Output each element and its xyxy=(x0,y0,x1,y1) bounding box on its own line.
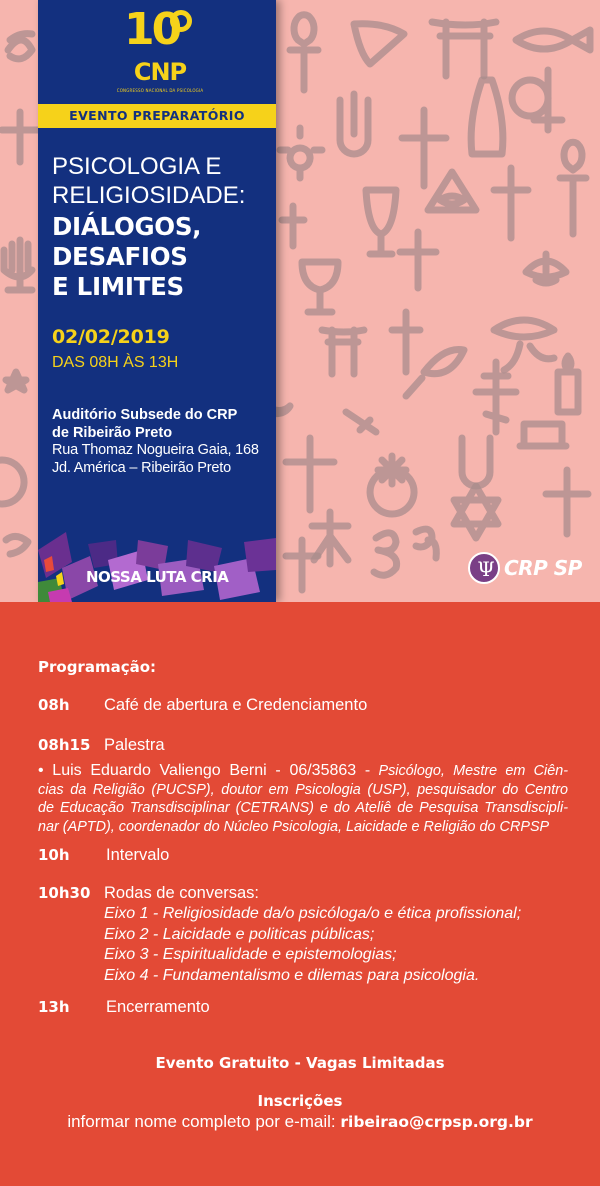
axis-item: Eixo 3 - Espiritualidade e epistemologias; xyxy=(104,946,397,963)
confetti-decoration xyxy=(38,520,276,602)
event-venue xyxy=(52,407,276,477)
ankh-icon xyxy=(290,15,318,90)
program-time: 13h xyxy=(38,998,70,1016)
ankh-icon xyxy=(560,142,586,234)
title-line-1: PSICOLOGIA E xyxy=(52,153,222,180)
speaker-description: Psicólogo, Mestre em Ciên- xyxy=(378,763,569,779)
drum-icon xyxy=(520,424,566,446)
speaker-name: • Luis Eduardo Valiengo Berni - 06/35863 - xyxy=(38,762,371,779)
cnp-logo xyxy=(116,4,204,98)
venue-name: de Ribeirão Preto xyxy=(52,424,173,441)
program-item xyxy=(38,884,259,903)
venue-name: Auditório Subsede do CRP xyxy=(52,407,238,423)
program-section xyxy=(0,602,600,1186)
registration-text: informar nome completo por e-mail: xyxy=(67,1112,336,1131)
axis-item: Eixo 1 - Religiosidade da/o psicóloga/o e ética profissional; xyxy=(104,905,522,922)
cross-icon xyxy=(400,232,436,288)
registration-title: Inscrições xyxy=(257,1092,343,1110)
fish-icon xyxy=(516,30,590,50)
logo-number: 10 xyxy=(124,4,180,55)
event-hours: DAS 08H ÀS 13H xyxy=(52,354,179,371)
title-bold-line: E LIMITES xyxy=(52,272,184,301)
program-item xyxy=(38,998,210,1017)
program-time: 08h xyxy=(38,696,70,714)
slogan: NOSSA LUTA CRIA xyxy=(86,568,229,586)
axis-item: Eixo 2 - Laicidade e politicas públicas; xyxy=(104,925,375,943)
torii-icon xyxy=(432,22,496,76)
event-title-bold xyxy=(52,212,276,302)
hamsa-icon xyxy=(462,438,490,486)
event-title xyxy=(52,152,276,210)
cross-icon xyxy=(286,540,318,590)
praying-hands-icon xyxy=(471,80,503,154)
speaker-line: de Educação Transdisciplinar (CETRANS) e do Ateliê de Pesquisa Transdiscipli- xyxy=(38,800,568,816)
om-icon xyxy=(416,529,436,558)
menorah-icon xyxy=(4,240,32,290)
hamsa-icon xyxy=(340,94,368,154)
star-of-david-icon xyxy=(454,486,498,538)
event-type-badge: EVENTO PREPARATÓRIO xyxy=(38,104,276,128)
program-label: Encerramento xyxy=(106,998,210,1016)
venue-address: Rua Thomaz Nogueira Gaia, 168 xyxy=(52,442,259,458)
chalice-icon xyxy=(366,190,396,254)
speaker-details xyxy=(38,762,568,836)
logo-subtitle: CONGRESSO NACIONAL DA PSICOLOGIA xyxy=(116,88,204,93)
program-label: Café de abertura e Credenciamento xyxy=(104,696,368,714)
free-event-notice: Evento Gratuito - Vagas Limitadas xyxy=(155,1054,445,1072)
program-label: Palestra xyxy=(104,736,165,754)
dharma-wheel-icon xyxy=(0,460,24,504)
title-bold-line: DIÁLOGOS, xyxy=(52,212,202,241)
psi-badge-icon xyxy=(468,552,500,584)
program-time: 08h15 xyxy=(38,736,91,754)
logo-acronym: CNP xyxy=(133,58,187,86)
cross-icon xyxy=(286,438,334,510)
eye-of-providence-icon xyxy=(428,172,476,210)
sun-icon xyxy=(280,128,322,178)
discussion-axes xyxy=(104,904,521,986)
anchor-cross-icon xyxy=(392,312,420,372)
pen-icon xyxy=(346,412,376,432)
psi-symbol: Ψ xyxy=(477,557,495,581)
program-item xyxy=(38,736,165,755)
crp-logo-text: CRP SP xyxy=(504,556,582,580)
eye-of-horus-icon xyxy=(494,320,554,370)
crp-sp-logo xyxy=(468,552,592,584)
khanda-icon xyxy=(512,70,562,130)
logo-ring-icon xyxy=(170,10,192,32)
program-heading: Programação: xyxy=(38,658,157,676)
axis-item: Eixo 4 - Fundamentalismo e dilemas para psicologia. xyxy=(104,966,480,984)
hindu-symbol-icon xyxy=(8,34,32,59)
event-info-panel xyxy=(38,0,276,602)
program-time: 10h xyxy=(38,846,70,864)
program-time: 10h30 xyxy=(38,884,91,902)
speaker-line xyxy=(38,762,568,781)
registration-info xyxy=(0,1112,600,1132)
speaker-line: cias da Religião (PUCSP), doutor em Psicologia (USP), pesquisador do Centro xyxy=(38,781,568,798)
dharma-wheel-icon xyxy=(370,456,414,514)
grail-icon xyxy=(302,262,338,312)
venue-address: Jd. América – Ribeirão Preto xyxy=(52,459,231,476)
om-icon xyxy=(374,533,397,575)
cross-icon xyxy=(2,112,38,162)
cross-icon xyxy=(546,470,588,534)
program-label: Intervalo xyxy=(106,846,170,864)
cross-icon xyxy=(402,110,446,186)
orthodox-cross-icon xyxy=(476,362,516,432)
cross-icon xyxy=(494,168,528,238)
feather-icon xyxy=(406,349,464,396)
ring-icon xyxy=(6,536,28,554)
event-date: 02/02/2019 xyxy=(52,326,170,348)
program-item xyxy=(38,846,169,865)
candle-icon xyxy=(558,356,578,412)
dove-icon xyxy=(354,24,404,64)
star-icon xyxy=(6,372,26,390)
torii-icon xyxy=(322,330,364,374)
program-item xyxy=(38,696,367,715)
title-line-2: RELIGIOSIDADE: xyxy=(52,182,246,209)
title-bold-line: DESAFIOS xyxy=(52,242,188,271)
lotus-icon xyxy=(526,254,566,283)
cross-icon xyxy=(282,206,304,246)
program-label: Rodas de conversas: xyxy=(104,884,260,902)
registration-email-link[interactable]: ribeirao@crpsp.org.br xyxy=(340,1113,533,1131)
speaker-line: nar (APTD), coordenador do Núcleo Psicologia, Laicidade e Religião do CRPSP xyxy=(38,818,550,835)
